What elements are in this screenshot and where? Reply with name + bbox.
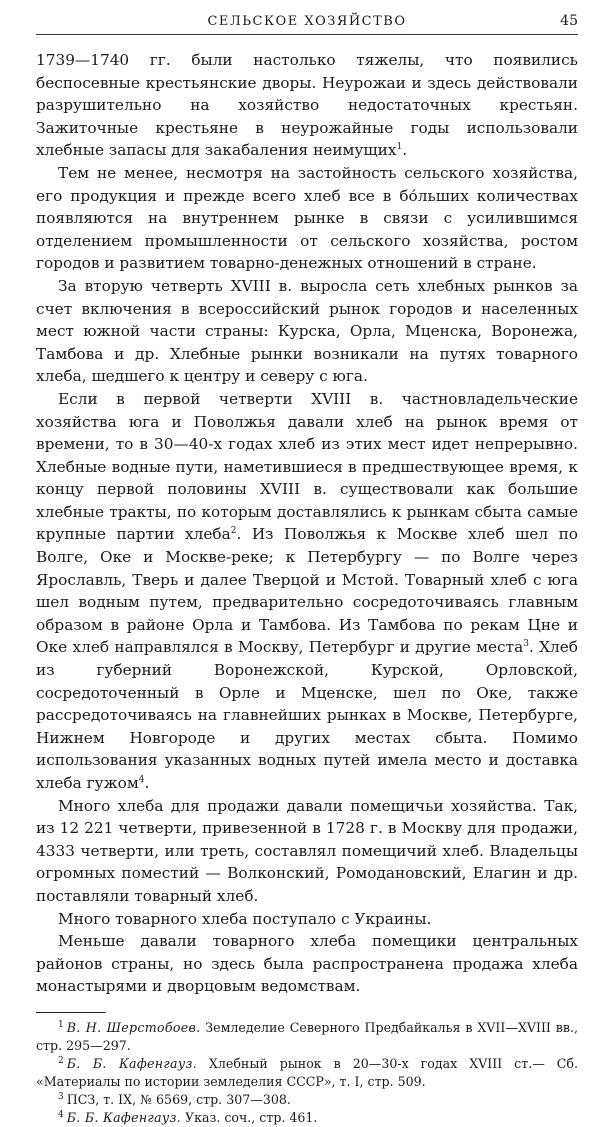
paragraph-1: 1739—1740 гг. были настолько тяжелы, что появились беспосевные крестьянские дворы. Неурожаи и здесь действовали разрушительно на хозяйство недостаточных крестьян. Зажиточные крестьяне в неурожайные годы использовали хлебные запасы для закабаления неимущих$^1$. <box>36 51 578 160</box>
paragraph-5: Много хлеба для продажи давали помещичьи хозяйства. Так, из 12 221 четверти, привезенной в 1728 г. в Москву для продажи, 4333 четверти, или треть, составлял помещичий хлеб. Владельцы огромных поместий — Волконский, Ромодановский, Елагин и др. поставляли товарный хлеб. <box>36 796 578 905</box>
footnote-2: $^2$ Б. Б. Кафенгауз. Хлебный рынок в 20—30-х годах XVIII ст.— Сб. «Материалы по истории земледелия СССР», т. I, стр. 509. <box>36 1055 579 1089</box>
footnote-ref-3: 3 <box>523 639 529 650</box>
main-text <box>36 49 578 998</box>
footnotes <box>36 1019 578 1127</box>
footnote-divider <box>36 1012 106 1013</box>
page-number: 45 <box>560 13 578 29</box>
footnote-3: $^3$ ПСЗ, т. IX, № 6569, стр. 307—308. <box>58 1091 291 1107</box>
footnote-1: $^1$ В. Н. Шерстобоев. Земледелие Северного Предбайкалья в XVII—XVIII вв., стр. 295—297. <box>36 1019 578 1053</box>
running-head <box>36 12 578 35</box>
paragraph-7: Меньше давали товарного хлеба помещики центральных районов страны, но здесь была распространена продажа хлеба монастырями и дворцовым ведомствам. <box>36 932 578 996</box>
footnote-4: $^4$ Б. Б. Кафенгауз. Указ. соч., стр. 461. <box>58 1109 318 1125</box>
paragraph-4: Если в первой четверти XVIII в. частновладельческие хозяйства юга и Поволжья давали хлеб на рынок время от времени, то в 30—40-х годах хлеб из этих мест идет непрерывно. Хлебные водные пути, наметившиеся в предшествующее время, к концу первой половины XVIII в. существовали как большие хлебные тракты, по которым доставлялись к рынкам сбыта самые крупные партии хлеба$^2$. Из Поволжья к Москве хлеб шел по Волге, Оке и Москве-реке; к Петербургу — по Волге через Ярославль, Тверь и далее Тверцой и Мстой. Товарный хлеб с юга шел водным путем, предварительно сосредоточиваясь главным образом в районе Орла и Тамбова. Из Тамбова по рекам Цне и Оке хлеб направлялся в Москву, Петербург и другие места$^3$. Хлеб из губерний Воронежской, Курской, Орловской, сосредоточенный в Орле и Мценске, шел по Оке, также рассредоточиваясь на главнейших рынках в Москве, Петербурге, Нижнем Новгороде и других местах сбыта. Помимо использования указанных водных путей имела место и доставка хлеба гужом$^4$. <box>36 389 578 792</box>
paragraph-6: Много товарного хлеба поступало с Украины. <box>58 909 432 928</box>
paragraph-2: Тем не менее, несмотря на застойность сельского хозяйства, его продукция и прежде всего хлеб все в бо́льших количествах появляются на внутреннем рынке в связи с усилившимся отделением промышленности от сельского хозяйства, ростом городов и развитием товарно-денежных отношений в стране. <box>36 163 578 273</box>
footnote-ref-1: 1 <box>396 142 403 153</box>
paragraph-3: За вторую четверть XVIII в. выросла сеть хлебных рынков за счет включения в всероссийский рынок городов и населенных мест южной части страны: Курска, Орла, Мценска, Воронежа, Тамбова и др. Хлебные рынки возникали на путях товарного хлеба, шедшего к центру и северу с юга. <box>36 276 578 386</box>
footnote-ref-2: 2 <box>230 526 237 537</box>
running-head-title: СЕЛЬСКОЕ ХОЗЯЙСТВО <box>207 14 407 29</box>
footnote-ref-4: 4 <box>138 775 145 785</box>
